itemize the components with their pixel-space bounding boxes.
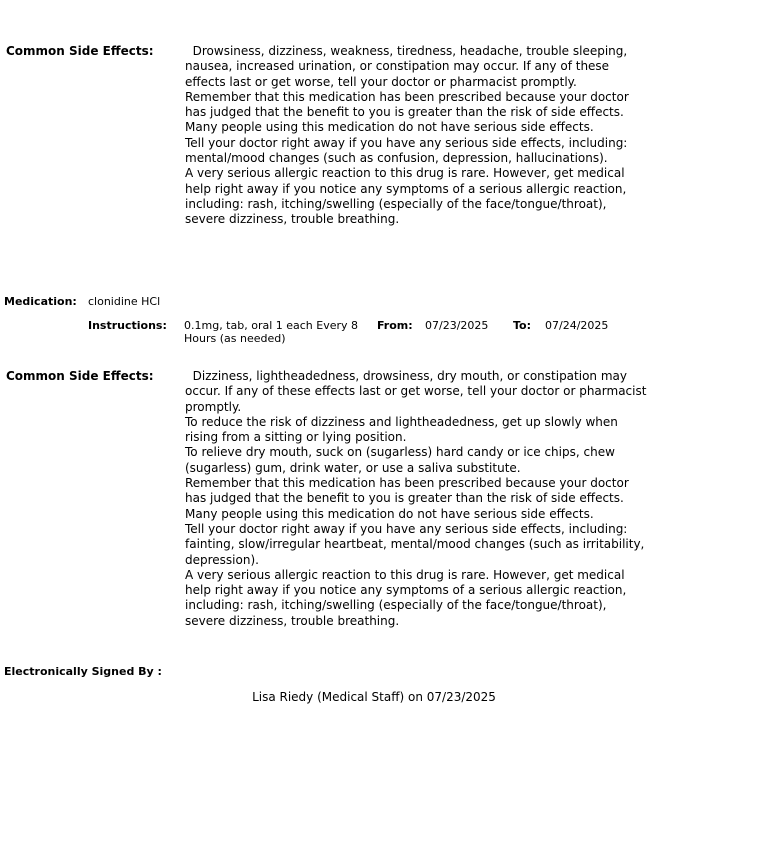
instructions-text: 0.1mg, tab, oral 1 each Every 8 Hours (as needed) (184, 319, 359, 345)
side-effects-paragraph: Tell your doctor right away if you have any serious side effects, including: fainting, slow/irregular heartbeat, mental/mood changes (such as irritability, depression). (185, 521, 645, 567)
side-effects-paragraph: Drowsiness, dizziness, weakness, tiredness, headache, trouble sleeping, nausea, increased urination, or constipation may occur. If any of these effects last or get worse, tell your doctor or pharmacist promptly. (185, 44, 632, 89)
to-label: To: (513, 319, 531, 332)
medication-name: clonidine HCl (88, 295, 161, 308)
signed-by-label: Electronically Signed By : (4, 665, 162, 678)
side-effects-text-1 (185, 44, 650, 228)
side-effects-paragraph: Remember that this medication has been prescribed because your doctor has judged that the benefit to you is greater than the risk of side effects. Many people using this medication do not have serious side effects. (185, 476, 629, 521)
instructions-label: Instructions: (88, 319, 167, 332)
medication-label: Medication: (4, 295, 77, 308)
side-effects-paragraph: To reduce the risk of dizziness and lightheadedness, get up slowly when rising from a sitting or lying position. (185, 414, 618, 445)
side-effects-label-1: Common Side Effects: (6, 44, 154, 58)
side-effects-label-2: Common Side Effects: (6, 369, 154, 383)
signer-text: Lisa Riedy (Medical Staff) on 07/23/2025 (252, 690, 496, 704)
side-effects-paragraph: A very serious allergic reaction to this drug is rare. However, get medical help right away if you notice any symptoms of a serious allergic reaction, including: rash, itching/swelling (especially of the face/tongue/throat), severe dizziness, trouble breathing. (185, 567, 627, 628)
side-effects-paragraph: Tell your doctor right away if you have any serious side effects, including: mental/mood changes (such as confusion, depression, hallucinations). (185, 135, 628, 166)
side-effects-text-2 (185, 369, 650, 629)
side-effects-paragraph: To relieve dry mouth, suck on (sugarless) hard candy or ice chips, chew (sugarless) gum, drink water, or use a saliva substitute. (185, 445, 615, 475)
to-date: 07/24/2025 (545, 319, 609, 332)
from-label: From: (377, 319, 413, 332)
from-date: 07/23/2025 (425, 319, 489, 332)
side-effects-paragraph: A very serious allergic reaction to this drug is rare. However, get medical help right away if you notice any symptoms of a serious allergic reaction, including: rash, itching/swelling (especially of the face/tongue/throat), severe dizziness, trouble breathing. (185, 166, 627, 227)
side-effects-paragraph: Dizziness, lightheadedness, drowsiness, dry mouth, or constipation may occur. If any of these effects last or get worse, tell your doctor or pharmacist promptly. (185, 369, 651, 414)
side-effects-paragraph: Remember that this medication has been prescribed because your doctor has judged that the benefit to you is greater than the risk of side effects. Many people using this medication do not have serious side effects. (185, 89, 629, 135)
